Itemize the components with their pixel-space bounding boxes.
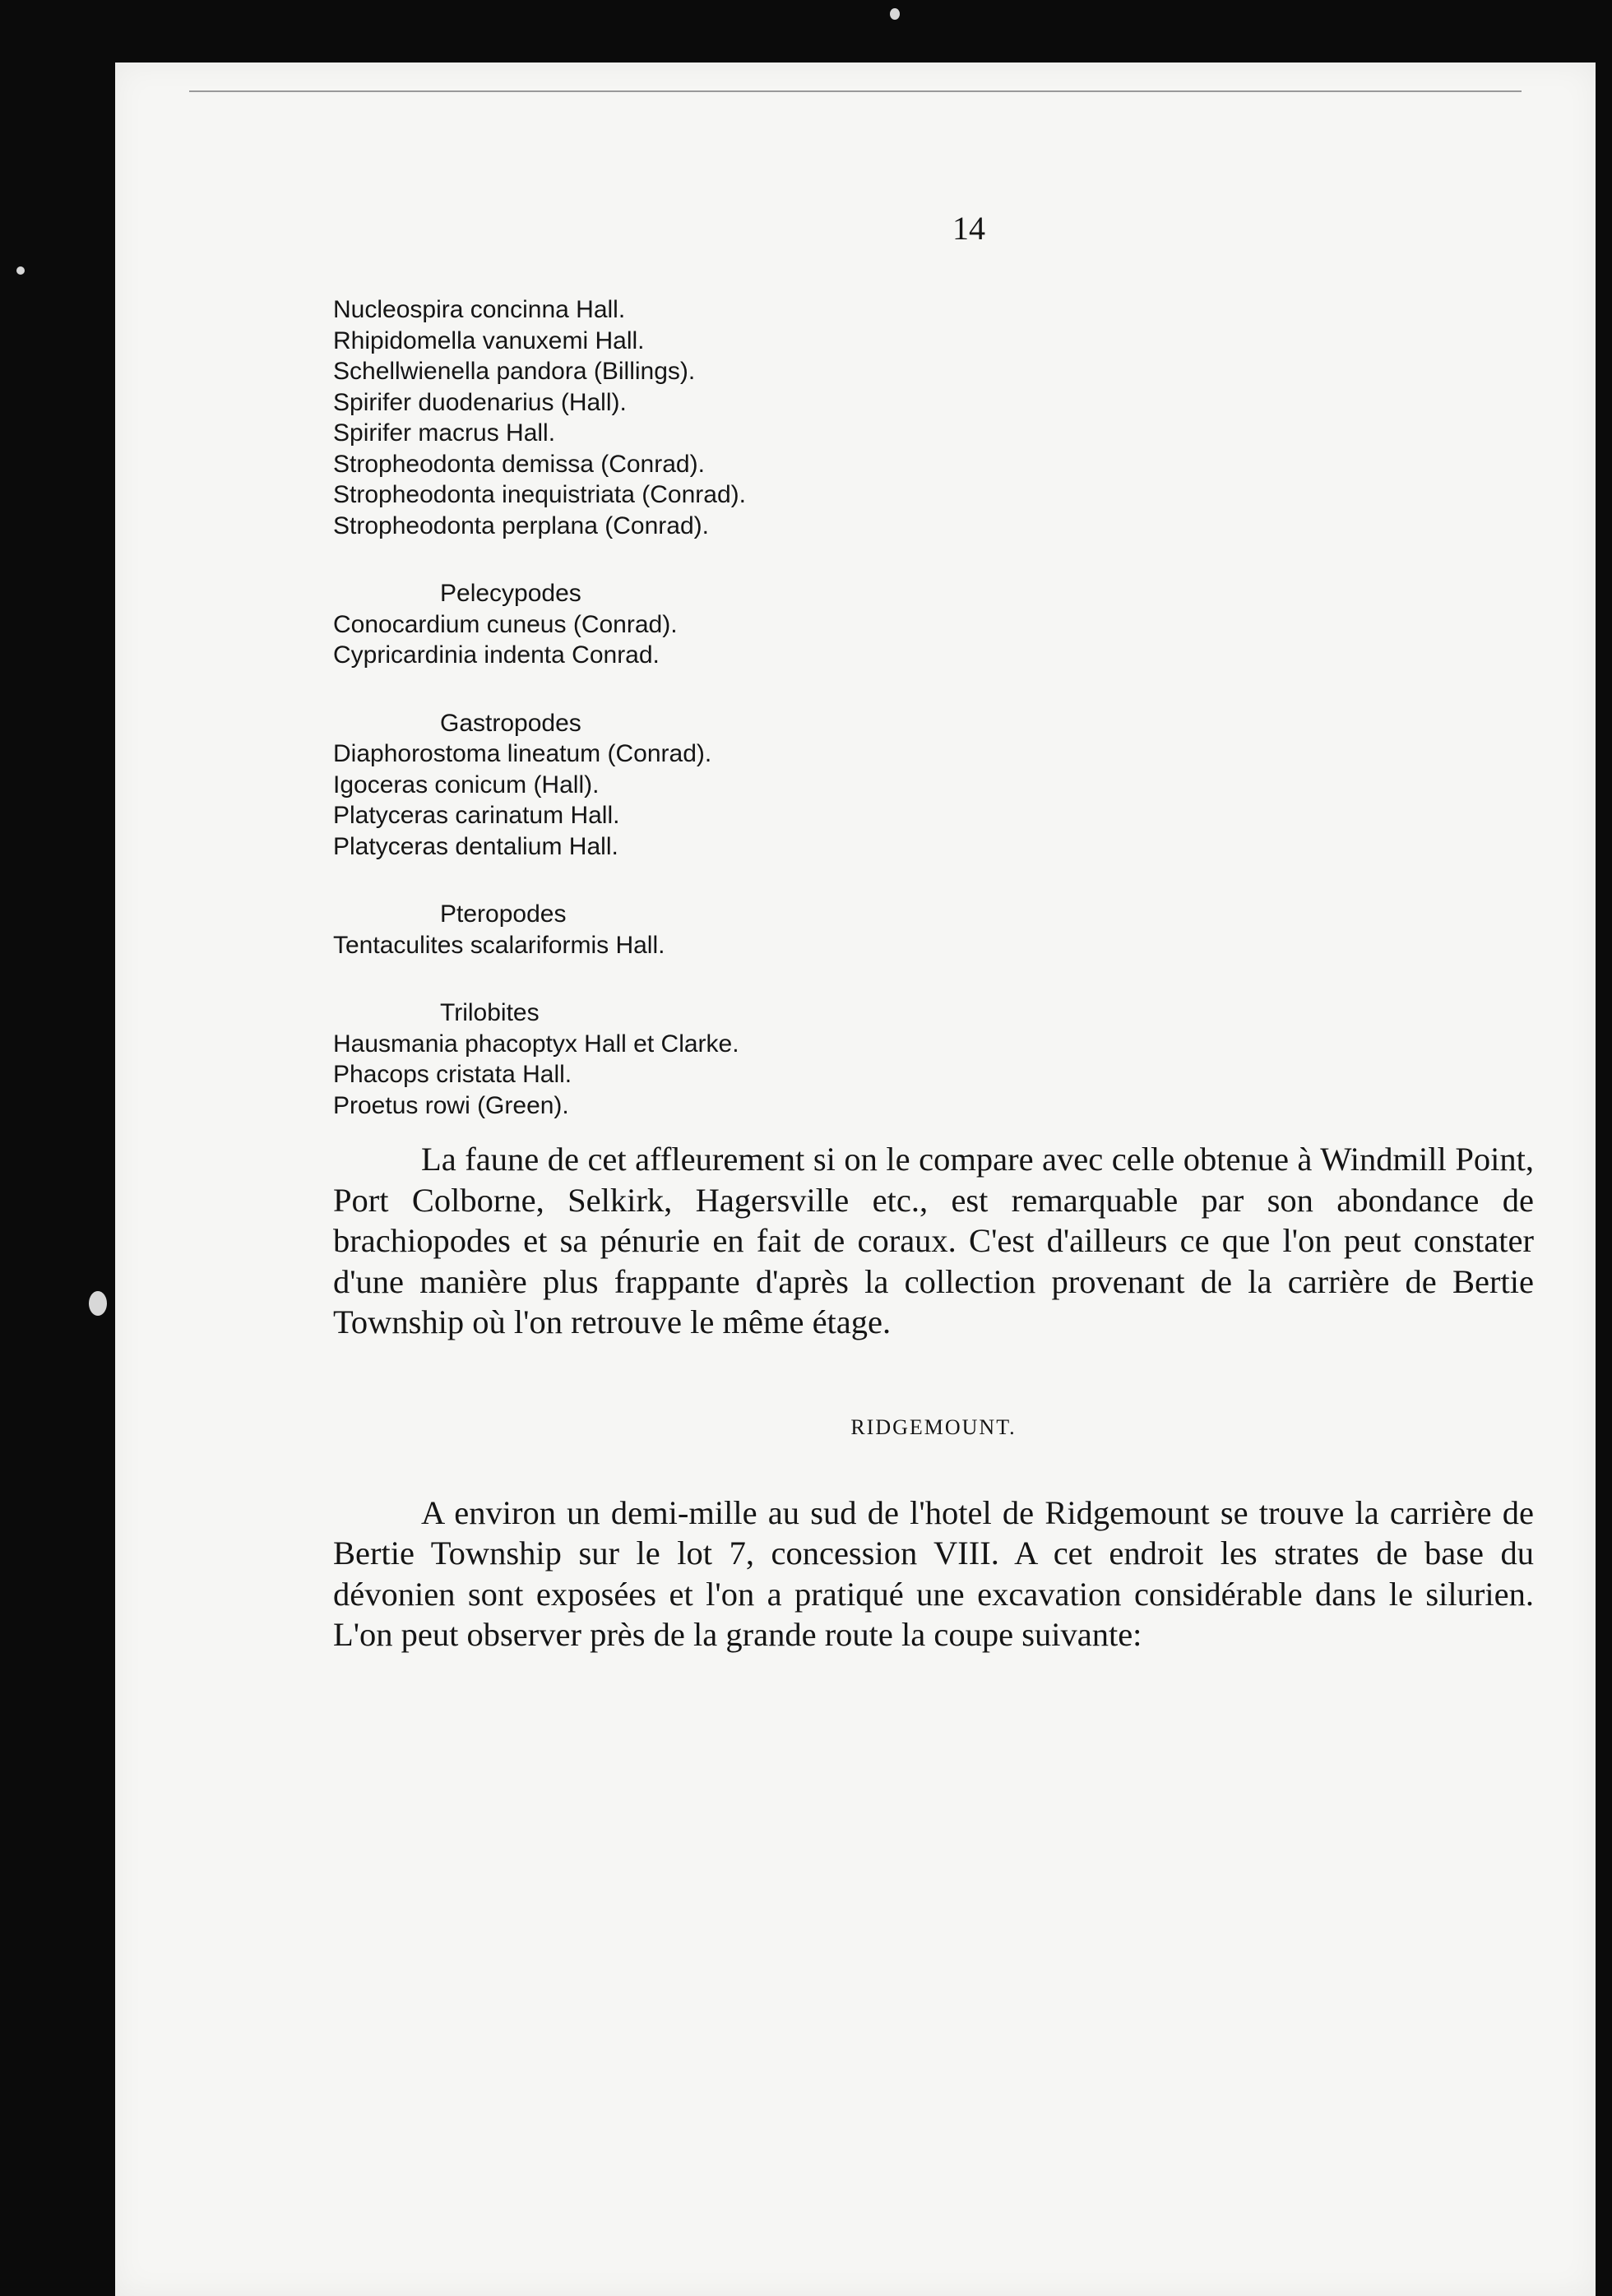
scan-speck bbox=[890, 8, 900, 20]
species-item: Conocardium cuneus (Conrad). bbox=[333, 610, 678, 638]
section-title-ridgemount: RIDGEMOUNT. bbox=[850, 1414, 1017, 1439]
group-heading-pteropodes: Pteropodes bbox=[440, 900, 567, 928]
page-content bbox=[333, 294, 1550, 1655]
species-list-intro bbox=[333, 294, 1550, 541]
paragraph-fauna: La faune de cet affleurement si on le compare avec celle obtenue à Windmill Point, Port Colborne, Selkirk, Hagersville etc., est remarquable par son abondance de brachiopodes et sa pénurie en fait de coraux. C'est d'ailleurs ce que l'on peut constater d'une manière plus frappante d'après la collection provenant de la carrière de Bertie Township où l'on retrouve le même étage. bbox=[333, 1141, 1534, 1340]
species-item: Tentaculites scalariformis Hall. bbox=[333, 931, 665, 959]
species-item: Spirifer macrus Hall. bbox=[333, 419, 556, 447]
species-item: Cypricardinia indenta Conrad. bbox=[333, 641, 660, 669]
species-item: Rhipidomella vanuxemi Hall. bbox=[333, 326, 645, 354]
species-item: Platyceras dentalium Hall. bbox=[333, 832, 618, 860]
group-heading-gastropodes: Gastropodes bbox=[440, 709, 581, 737]
species-list-pteropodes bbox=[333, 930, 1550, 961]
species-list-pelecypodes bbox=[333, 609, 1550, 671]
top-rule bbox=[189, 90, 1522, 92]
species-item: Stropheodonta perplana (Conrad). bbox=[333, 512, 709, 539]
species-item: Hausmania phacoptyx Hall et Clarke. bbox=[333, 1030, 739, 1058]
species-item: Stropheodonta inequistriata (Conrad). bbox=[333, 481, 746, 508]
species-item: Nucleospira concinna Hall. bbox=[333, 296, 626, 323]
species-list-trilobites bbox=[333, 1029, 1550, 1122]
species-item: Phacops cristata Hall. bbox=[333, 1061, 572, 1088]
species-item: Igoceras conicum (Hall). bbox=[333, 771, 600, 799]
species-item: Spirifer duodenarius (Hall). bbox=[333, 388, 627, 416]
species-item: Schellwienella pandora (Billings). bbox=[333, 358, 696, 385]
species-item: Platyceras carinatum Hall. bbox=[333, 802, 620, 829]
species-item: Diaphorostoma lineatum (Conrad). bbox=[333, 740, 712, 767]
scan-speck bbox=[89, 1291, 107, 1316]
species-item: Proetus rowi (Green). bbox=[333, 1091, 569, 1119]
page-number: 14 bbox=[952, 210, 985, 247]
group-heading-pelecypodes: Pelecypodes bbox=[440, 580, 581, 607]
species-list-gastropodes bbox=[333, 738, 1550, 862]
group-heading-trilobites: Trilobites bbox=[440, 999, 540, 1026]
paragraph-ridgemount: A environ un demi-mille au sud de l'hotel de Ridgemount se trouve la carrière de Bertie Township sur le lot 7, concession VIII. A cet endroit les strates de base du dévonien sont exposées et l'on a pratiqué une excavation considérable dans le silurien. L'on peut observer près de la grande route la coupe suivante: bbox=[333, 1493, 1534, 1653]
species-item: Stropheodonta demissa (Conrad). bbox=[333, 450, 705, 478]
scan-speck bbox=[16, 266, 25, 275]
